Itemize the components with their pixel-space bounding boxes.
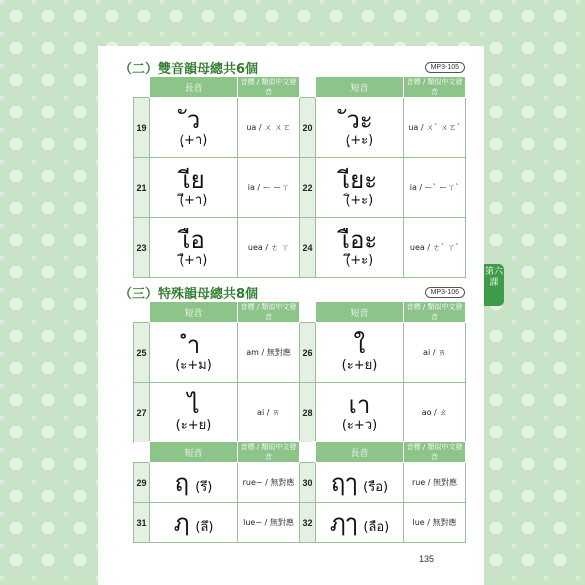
vowel-formula: (ื+า) [179,252,208,268]
header-pron: 音標 / 類似中文發音 [238,442,300,463]
row-number: 27 [134,383,150,443]
table-row [134,503,466,543]
header-pron: 音標 / 類似中文發音 [404,302,466,323]
vowel-cell [316,323,404,383]
section3-mp3-badge[interactable]: MP3-106 [425,287,465,298]
header-short: 短音 [316,302,404,323]
thai-vowel: ัวะ [346,105,373,134]
header-pron: 音標 / 類似中文發音 [404,77,466,98]
table-row [134,98,466,158]
pronunciation: ia / ーˋ ーㄚˋ [404,158,466,218]
thai-vowel: เา [348,390,371,419]
pronunciation: ai / ㄞ [404,323,466,383]
section2-title: （二）雙音韻母總共6個 [119,62,259,77]
letter-example: (รือ) [363,480,389,495]
pronunciation: am / 無對應 [238,323,300,383]
row-number: 31 [134,503,150,543]
thai-vowel: เือะ [341,225,378,254]
row-number: 28 [300,383,316,443]
vowel-cell [150,158,238,218]
vowel-formula: (ุ+ะ) [345,132,374,148]
vowel-formula: (ี+า) [179,192,208,208]
row-number: 25 [134,323,150,383]
textbook-page [98,46,484,585]
thai-vowel: เีย [182,165,205,194]
pronunciation: ua / ㄨˋ ㄨㄛˋ [404,98,466,158]
thai-vowel: ำ [186,330,201,359]
row-number: 22 [300,158,316,218]
thai-vowel: เือ [182,225,205,254]
pronunciation: uea / ㄜ ㄚ [238,218,300,278]
header-pron: 音標 / 類似中文發音 [404,442,466,463]
thai-vowel: ไ [187,390,200,419]
pronunciation: uea / ㄜˋ ㄚˋ [404,218,466,278]
header-long: 長音 [150,77,238,98]
section2-header [119,58,465,78]
table-row [134,158,466,218]
row-number: 23 [134,218,150,278]
letter-example: (ลือ) [363,520,390,535]
letter-cell [316,463,404,503]
vowel-cell [150,218,238,278]
thai-letter: ฤๅ [330,469,358,497]
vowel-cell [316,98,404,158]
header-long: 長音 [316,442,404,463]
vowel-cell [150,383,238,443]
letter-cell [150,503,238,543]
vowel-formula: (ึ+ะ) [345,252,374,268]
thai-vowel: ัว [186,105,201,134]
vowel-formula: (ะ+ว) [341,417,378,433]
row-number: 26 [300,323,316,383]
letter-example: (ลึ) [195,520,214,535]
header-pron: 音標 / 類似中文發音 [238,77,300,98]
row-number: 24 [300,218,316,278]
table-row [134,218,466,278]
row-number: 29 [134,463,150,503]
header-short: 短音 [150,302,238,323]
vowel-formula: (ะ+ย) [341,357,378,373]
row-number: 19 [134,98,150,158]
vowel-cell [316,383,404,443]
section2-mp3-badge[interactable]: MP3-105 [425,62,465,73]
section3-table [133,301,466,443]
page-number: 135 [419,554,435,564]
thai-letter: ฤ [174,469,190,497]
pronunciation: rue~ / 無對應 [238,463,300,503]
header-pron: 音標 / 類似中文發音 [238,302,300,323]
pronunciation: ai / ㄞ [238,383,300,443]
vowel-cell [150,323,238,383]
pronunciation: rue / 無對應 [404,463,466,503]
letter-cell [150,463,238,503]
vowel-cell [316,218,404,278]
header-short: 短音 [150,442,238,463]
section3-header [119,283,465,303]
table-row [134,383,466,443]
vowel-formula: (ะ+ม) [175,357,212,373]
vowel-formula: (ุ+า) [179,132,208,148]
pronunciation: lue / 無對應 [404,503,466,543]
section2-table [133,76,466,278]
thai-vowel: เียะ [341,165,378,194]
chapter-side-tab[interactable]: 第六課 [484,264,504,306]
pronunciation: ao / ㄠ [404,383,466,443]
section4-table [133,441,466,543]
thai-letter: ฦ [173,509,190,537]
pronunciation: ua / ㄨ ㄨㄛ [238,98,300,158]
row-number: 21 [134,158,150,218]
vowel-formula: (ิ+ะ) [345,192,374,208]
header-short: 短音 [316,77,404,98]
section3-title: （三）特殊韻母總共8個 [119,287,259,302]
thai-letter: ฦๅ [329,509,358,537]
pronunciation: lue~ / 無對應 [238,503,300,543]
vowel-cell [316,158,404,218]
thai-vowel: ใ [353,330,366,359]
table-row [134,323,466,383]
table-row [134,463,466,503]
vowel-formula: (ะ+ย) [175,417,212,433]
row-number: 30 [300,463,316,503]
letter-cell [316,503,404,543]
vowel-cell [150,98,238,158]
row-number: 20 [300,98,316,158]
pronunciation: ia / ー ーㄚ [238,158,300,218]
letter-example: (รึ) [195,480,213,495]
row-number: 32 [300,503,316,543]
